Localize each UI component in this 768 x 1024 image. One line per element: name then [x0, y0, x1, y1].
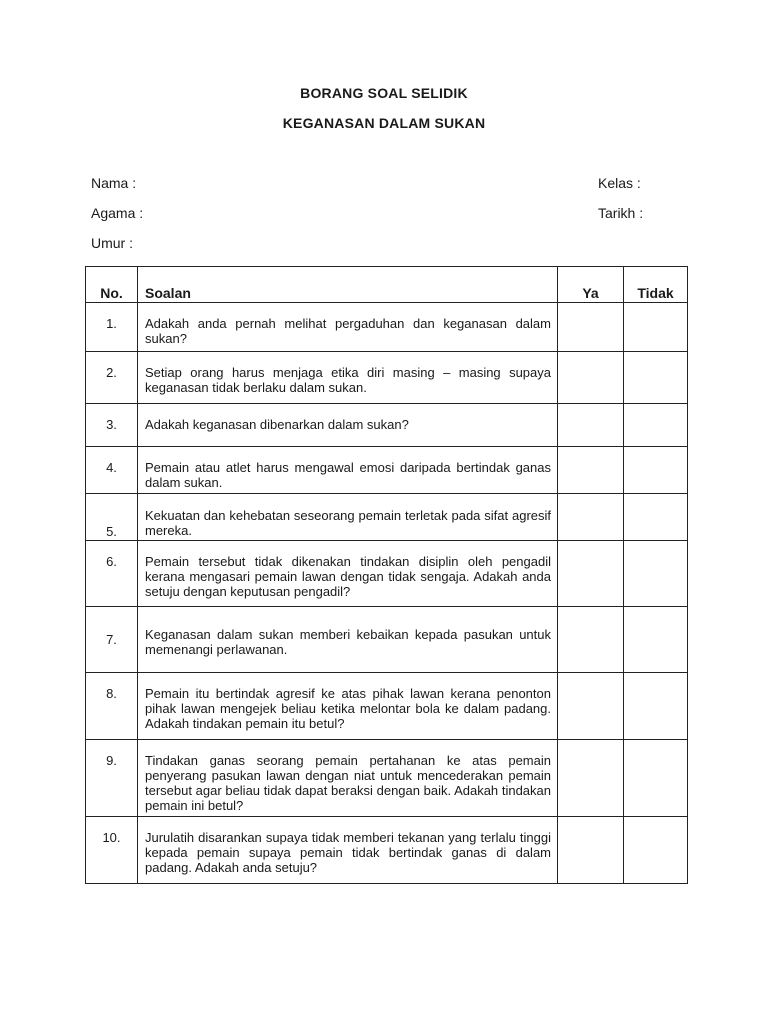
tidak-answer-cell[interactable]: [624, 541, 688, 607]
row-number: 4.: [86, 447, 138, 494]
tidak-answer-cell[interactable]: [624, 494, 688, 541]
question-text: Adakah anda pernah melihat pergaduhan dan keganasan dalam sukan?: [138, 303, 558, 352]
row-number: 9.: [86, 740, 138, 817]
table-row: [86, 740, 688, 817]
question-text: Adakah keganasan dibenarkan dalam sukan?: [138, 404, 558, 447]
table-row: [86, 607, 688, 673]
question-text: Pemain itu bertindak agresif ke atas pihak lawan kerana penonton pihak lawan mengejek beliau ketika melontar bola ke dalam padang. Adakah tindakan pemain itu betul?: [138, 673, 558, 740]
table-row: [86, 447, 688, 494]
tidak-answer-cell[interactable]: [624, 303, 688, 352]
tidak-answer-cell[interactable]: [624, 607, 688, 673]
row-number: 10.: [86, 817, 138, 884]
question-text: Tindakan ganas seorang pemain pertahanan ke atas pemain penyerang pasukan lawan dengan niat untuk mencederakan pemain tersebut agar beliau tidak dapat beraksi dengan baik. Adakah tindakan pemain ini betul?: [138, 740, 558, 817]
question-text: Jurulatih disarankan supaya tidak memberi tekanan yang terlalu tinggi kepada pemain supaya pemain tidak bertindak ganas di dalam padang. Adakah anda setuju?: [138, 817, 558, 884]
ya-answer-cell[interactable]: [558, 673, 624, 740]
table-header-row: [86, 267, 688, 303]
question-text: Pemain atau atlet harus mengawal emosi daripada bertindak ganas dalam sukan.: [138, 447, 558, 494]
question-text: Keganasan dalam sukan memberi kebaikan kepada pasukan untuk memenangi perlawanan.: [138, 607, 558, 673]
row-number: 3.: [86, 404, 138, 447]
nama-field-label: Nama :: [91, 175, 137, 191]
header-soalan: Soalan: [138, 267, 558, 303]
row-number: 2.: [86, 352, 138, 404]
table-row: [86, 673, 688, 740]
row-number: 7.: [86, 607, 138, 673]
ya-answer-cell[interactable]: [558, 303, 624, 352]
agama-field-label: Agama :: [91, 205, 144, 221]
table-row: [86, 404, 688, 447]
table-row: [86, 817, 688, 884]
row-number: 8.: [86, 673, 138, 740]
tidak-answer-cell[interactable]: [624, 447, 688, 494]
table-row: [86, 352, 688, 404]
row-number: 5.: [86, 494, 138, 541]
header-no: No.: [86, 267, 138, 303]
question-text: Pemain tersebut tidak dikenakan tindakan disiplin oleh pengadil kerana mengasari pemain lawan dengan tidak sengaja. Adakah anda setuju dengan keputusan pengadil?: [138, 541, 558, 607]
umur-field-label: Umur :: [91, 235, 133, 251]
ya-answer-cell[interactable]: [558, 404, 624, 447]
ya-answer-cell[interactable]: [558, 607, 624, 673]
tidak-answer-cell[interactable]: [624, 352, 688, 404]
ya-answer-cell[interactable]: [558, 447, 624, 494]
form-title: BORANG SOAL SELIDIK: [300, 85, 468, 101]
ya-answer-cell[interactable]: [558, 352, 624, 404]
row-number: 6.: [86, 541, 138, 607]
table-row: [86, 303, 688, 352]
row-number: 1.: [86, 303, 138, 352]
header-ya: Ya: [558, 267, 624, 303]
question-text: Kekuatan dan kehebatan seseorang pemain terletak pada sifat agresif mereka.: [138, 494, 558, 541]
tarikh-field-label: Tarikh :: [598, 205, 644, 221]
table-row: [86, 494, 688, 541]
tidak-answer-cell[interactable]: [624, 404, 688, 447]
tidak-answer-cell[interactable]: [624, 673, 688, 740]
ya-answer-cell[interactable]: [558, 494, 624, 541]
question-text: Setiap orang harus menjaga etika diri masing – masing supaya keganasan tidak berlaku dalam sukan.: [138, 352, 558, 404]
tidak-answer-cell[interactable]: [624, 817, 688, 884]
questionnaire-table: [85, 266, 688, 884]
form-subtitle: KEGANASAN DALAM SUKAN: [282, 115, 486, 131]
kelas-field-label: Kelas :: [598, 175, 641, 191]
tidak-answer-cell[interactable]: [624, 740, 688, 817]
ya-answer-cell[interactable]: [558, 541, 624, 607]
header-tidak: Tidak: [624, 267, 688, 303]
table-row: [86, 541, 688, 607]
ya-answer-cell[interactable]: [558, 817, 624, 884]
ya-answer-cell[interactable]: [558, 740, 624, 817]
